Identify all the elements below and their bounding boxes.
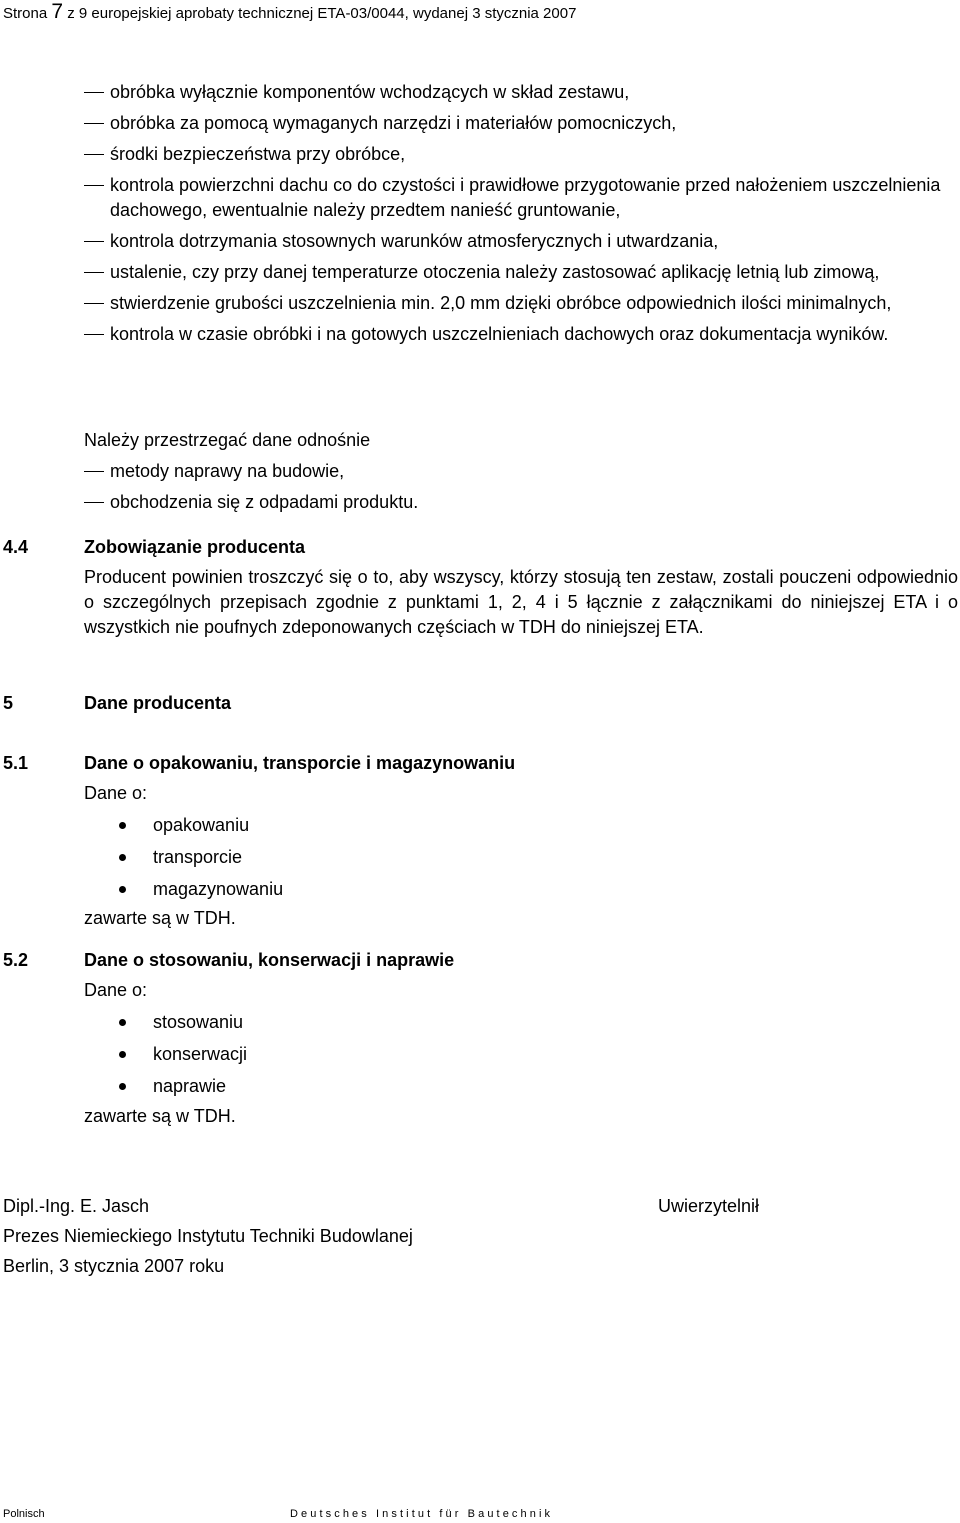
section-number: 5 [3,693,14,713]
place-date: Berlin, 3 stycznia 2007 roku [3,1256,225,1276]
signatory-name: Dipl.-Ing. E. Jasch [3,1196,150,1216]
list-item: środki bezpieczeństwa przy obróbce, [0,142,960,167]
dash-marker [84,154,104,155]
section-heading-5 [3,691,231,716]
list-item: transporcie [0,845,283,870]
page-header [3,0,576,26]
list-item: obróbka za pomocą wymaganych narzędzi i materiałów pomocniczych, [0,111,960,136]
section-5-1-outro: zawarte są w TDH. [84,908,236,928]
list-item: kontrola dotrzymania stosownych warunków atmosferycznych i utwardzania, [0,229,960,254]
list-item: obchodzenia się z odpadami produktu. [0,490,960,515]
list-item: magazynowaniu [0,877,283,902]
observe-list [0,459,960,521]
dash-marker [84,502,104,503]
section-5-1-intro: Dane o: [84,783,148,803]
bullet-marker [119,886,126,893]
dash-marker [84,303,104,304]
bullet-marker [119,854,126,861]
header-suffix: z 9 europejskiej aprobaty technicznej ETA-03/0044, wydanej 3 stycznia 2007 [67,5,577,22]
section-5-2-intro: Dane o: [84,980,148,1000]
list-item: ustalenie, czy przy danej temperaturze otoczenia należy zastosować aplikację letnią lub zimową, [0,260,960,285]
list-item: obróbka wyłącznie komponentów wchodzących w skład zestawu, [0,80,960,105]
dash-marker [84,123,104,124]
section-heading-5-1 [3,751,515,776]
section-heading-5-2 [3,948,454,973]
section-title: Dane o opakowaniu, transporcie i magazynowaniu [84,753,516,773]
section-title: Zobowiązanie producenta [84,537,306,557]
header-prefix: Strona [3,5,48,22]
footer-institute: Deutsches Institut für Bautechnik [290,1508,554,1520]
section-title: Dane producenta [84,693,232,713]
dash-marker [84,185,104,186]
section-heading-4-4 [3,535,305,560]
section-5-2-outro: zawarte są w TDH. [84,1106,236,1126]
dash-marker [84,272,104,273]
section-4-4-text: Producent powinien troszczyć się o to, aby wszyscy, którzy stosują ten zestaw, zostali pouczeni odpowiednio o szczególnych przepisach zgodnie z punktami 1, 2, 4 i 5 łącznie z załącznikami do niniejszej ETA i o wszystkich nie poufnych zdeponowanych częściach w TDH do niniejszej ETA. [84,567,958,637]
list-item: stwierdzenie grubości uszczelnienia min. 2,0 mm dzięki obróbce odpowiednich ilości minimalnych, [0,291,960,316]
list-item: stosowaniu [0,1010,247,1035]
observe-intro: Należy przestrzegać dane odnośnie [84,430,371,450]
dash-marker [84,334,104,335]
section-number: 4.4 [3,537,29,557]
section-5-2-list [0,1010,247,1106]
footer-language: Polnisch [3,1508,45,1520]
bullet-marker [119,822,126,829]
bullet-marker [119,1019,126,1026]
list-item: metody naprawy na budowie, [0,459,960,484]
dash-marker [84,471,104,472]
list-item: opakowaniu [0,813,283,838]
list-item: kontrola w czasie obróbki i na gotowych uszczelnieniach dachowych oraz dokumentacja wyników. [0,322,960,347]
list-item: kontrola powierzchni dachu co do czystości i prawidłowe przygotowanie przed nałożeniem uszczelnienia dachowego, ewentualnie należy przedtem nanieść gruntowanie, [0,173,960,223]
header-page-number: 7 [51,0,64,23]
section-number: 5.1 [3,753,29,773]
section-number: 5.2 [3,950,29,970]
section-title: Dane o stosowaniu, konserwacji i naprawie [84,950,455,970]
bullet-marker [119,1083,126,1090]
certified-label: Uwierzytelnił [658,1196,760,1216]
section-5-1-list [0,813,283,909]
bullet-marker [119,1051,126,1058]
list-item: konserwacji [0,1042,247,1067]
list-item: naprawie [0,1074,247,1099]
requirements-list [0,80,960,353]
dash-marker [84,92,104,93]
dash-marker [84,241,104,242]
signatory-position: Prezes Niemieckiego Instytutu Techniki Budowlanej [3,1226,413,1246]
